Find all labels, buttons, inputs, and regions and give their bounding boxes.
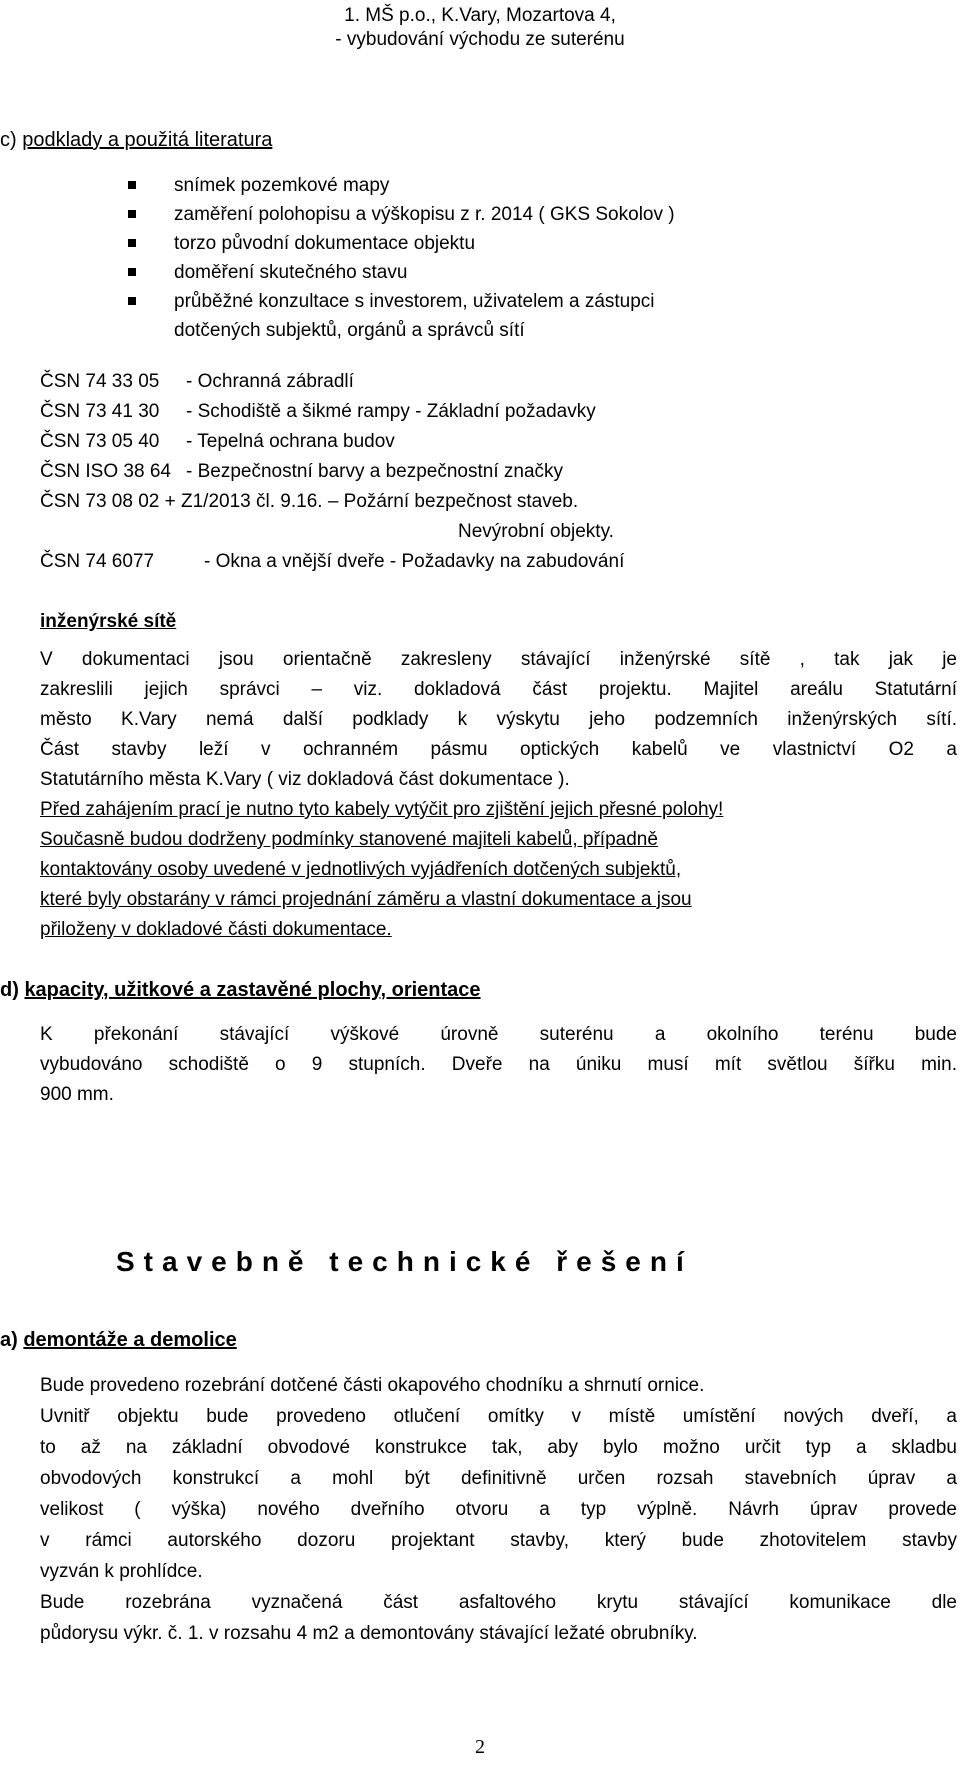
section-d-paragraph: K překonání stávající výškové úrovně suterénu a okolního terénu bude vybudováno schodiště o 9 stupních. Dveře na úniku musí mít světlou šířku min. 900 mm. bbox=[40, 1024, 957, 1105]
norm-code: ČSN ISO 38 64 bbox=[40, 461, 171, 482]
header-line-2: - vybudování východu ze suterénu bbox=[335, 29, 625, 50]
square-bullet-icon bbox=[128, 181, 136, 189]
norm-code: ČSN 74 33 05 bbox=[40, 371, 160, 392]
section-d-prefix: d) bbox=[0, 979, 25, 1001]
section-c-prefix: c) bbox=[0, 129, 23, 151]
square-bullet-icon bbox=[128, 297, 136, 305]
norm-row bbox=[40, 460, 563, 484]
networks-title: inženýrské sítě bbox=[40, 611, 177, 632]
norm-code: ČSN 73 08 02 + Z1/2013 bbox=[40, 491, 251, 512]
square-bullet-icon bbox=[128, 268, 136, 276]
section-d-heading bbox=[0, 978, 481, 1002]
section-a-title: demontáže a demolice bbox=[23, 1329, 237, 1351]
norm-text: Nevýrobní objekty. bbox=[458, 521, 614, 542]
norm-row bbox=[40, 370, 354, 394]
norm-code: ČSN 74 6077 bbox=[40, 551, 155, 572]
norm-code: ČSN 73 41 30 bbox=[40, 401, 160, 422]
section-c-title: podklady a použitá literatura bbox=[22, 129, 273, 151]
square-bullet-icon bbox=[128, 239, 136, 247]
norm-text: - Ochranná zábradlí bbox=[186, 371, 354, 392]
norm-row bbox=[40, 400, 596, 424]
page-number: 2 bbox=[475, 1736, 485, 1758]
norm-text: - Okna a vnější dveře - Požadavky na zabudování bbox=[204, 551, 625, 572]
norm-row-continuation bbox=[458, 520, 614, 544]
header-line-1: 1. MŠ p.o., K.Vary, Mozartova 4, bbox=[344, 5, 616, 26]
section-a-heading bbox=[0, 1328, 237, 1352]
section-d-title: kapacity, užitkové a zastavěné plochy, orientace bbox=[24, 979, 481, 1001]
norm-text: - Tepelná ochrana budov bbox=[186, 431, 395, 452]
norm-text: - Schodiště a šikmé rampy - Základní požadavky bbox=[186, 401, 596, 422]
norm-text: čl. 9.16. – Požární bezpečnost staveb. bbox=[256, 491, 579, 512]
networks-warning: Před zahájením prací je nutno tyto kabely vytýčit pro zjištění jejich přesné polohy! Současně budou dodrženy podmínky stanovené majiteli kabelů, případně kontaktovány osoby uvedené v jednotlivých vyjádřeních dotčených subjektů, které byly obstarány v rámci projednání záměru a vlastní dokumentace a jsou přiloženy v dokladové části dokumentace. bbox=[40, 799, 724, 940]
norm-text: - Bezpečnostní barvy a bezpečnostní značky bbox=[186, 461, 564, 482]
technical-solution-title: Stavebně technické řešení bbox=[116, 1246, 693, 1277]
section-a-paragraph-1: Bude provedeno rozebrání dotčené části okapového chodníku a shrnutí ornice. Uvnitř objektu bude provedeno otlučení omítky v místě umístění nových dveří, a to až na základní obvodové konstrukce tak, aby bylo možno určit typ a skladbu obvodových konstrukcí a mohl být definitivně určen rozsah stavebních úprav a velikost ( výška) nového dveřního otvoru a typ výplně. Návrh úprav provede v rámci autorského dozoru projektant stavby, který bude zhotovitelem stavby vyzván k prohlídce. bbox=[40, 1375, 957, 1582]
norm-row bbox=[40, 490, 578, 514]
norm-row bbox=[40, 430, 395, 454]
section-a-paragraph-2: Bude rozebrána vyznačená část asfaltového krytu stávající komunikace dle půdorysu výkr. č. 1. v rozsahu 4 m2 a demontovány stávající ležaté obrubníky. bbox=[40, 1592, 957, 1644]
networks-paragraph: V dokumentaci jsou orientačně zakresleny stávající inženýrské sítě , tak jak je zakreslili jejich správci – viz. dokladová část projektu. Majitel areálu Statutární město K.Vary nemá další podklady k výskytu jeho podzemních inženýrských sítí. Část stavby leží v ochranném pásmu optických kabelů ve vlastnictví O2 a Statutárního města K.Vary ( viz dokladová část dokumentace ). bbox=[40, 649, 957, 790]
section-c-heading bbox=[0, 128, 272, 152]
norm-code: ČSN 73 05 40 bbox=[40, 431, 160, 452]
square-bullet-icon bbox=[128, 210, 136, 218]
section-a-prefix: a) bbox=[0, 1329, 24, 1351]
norm-row bbox=[40, 550, 624, 574]
